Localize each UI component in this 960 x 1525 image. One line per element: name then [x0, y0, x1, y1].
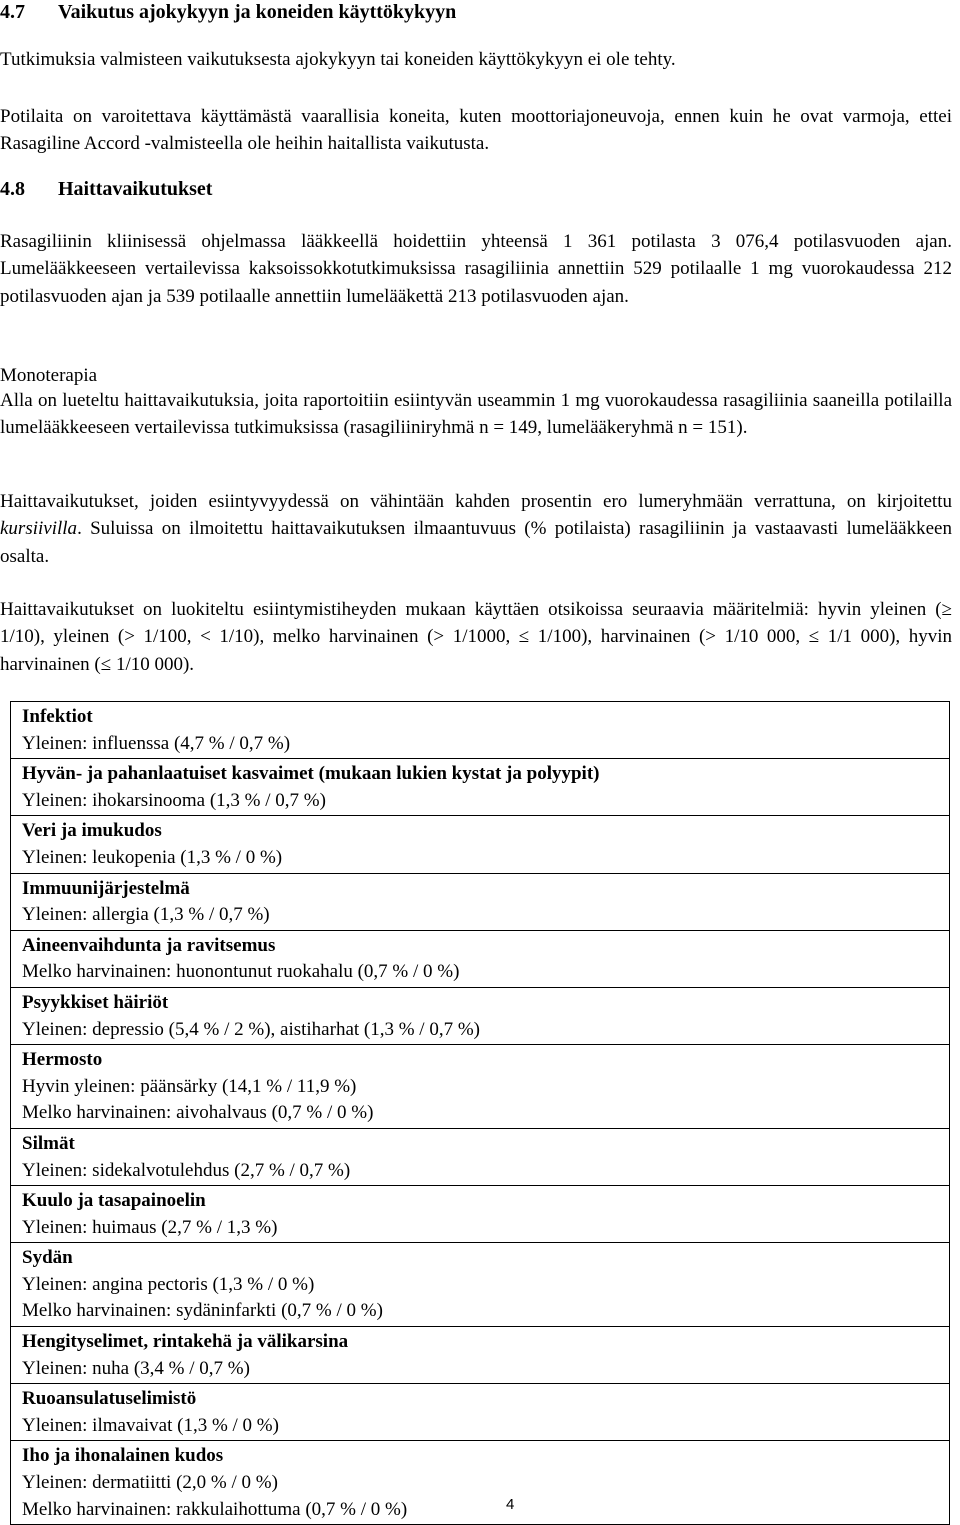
table-group: [11, 1242, 949, 1326]
table-group: [11, 1326, 949, 1383]
table-row: Yleinen: nuha (3,4 % / 0,7 %): [22, 1357, 250, 1379]
organ-class-heading: Infektiot: [22, 706, 93, 727]
table-row: Hyvin yleinen: päänsärky (14,1 % / 11,9 %): [22, 1075, 357, 1097]
table-group: [11, 1383, 949, 1440]
table-group: [11, 1440, 949, 1524]
table-row: Yleinen: ihokarsinooma (1,3 % / 0,7 %): [22, 789, 326, 811]
table-row: Yleinen: leukopenia (1,3 % / 0 %): [22, 846, 283, 868]
paragraph: [0, 488, 952, 570]
section-title: Vaikutus ajokykyyn ja koneiden käyttökykyyn: [58, 1, 457, 23]
table-row: Yleinen: ilmavaivat (1,3 % / 0 %): [22, 1414, 279, 1436]
table-group: [11, 758, 949, 815]
organ-class-heading: Psyykkiset häiriöt: [22, 991, 169, 1013]
subheading-monoterapia: Monoterapia: [0, 365, 98, 386]
organ-class-heading: Hyvän- ja pahanlaatuiset kasvaimet (mukaan lukien kystat ja polyypit): [22, 763, 600, 785]
organ-class-heading: Hengityselimet, rintakehä ja välikarsina: [22, 1331, 349, 1353]
adverse-effects-table: [10, 701, 950, 1525]
section-number: 4.7: [0, 1, 25, 23]
table-group: [11, 1185, 949, 1242]
table-group: [11, 702, 949, 758]
section-title: Haittavaikutukset: [58, 178, 213, 200]
table-row: Melko harvinainen: rakkulaihottuma (0,7 % / 0 %): [22, 1498, 408, 1520]
organ-class-heading: Hermosto: [22, 1049, 103, 1071]
table-group: [11, 1044, 949, 1128]
organ-class-heading: Immuunijärjestelmä: [22, 877, 190, 899]
table-row: Yleinen: huimaus (2,7 % / 1,3 %): [22, 1216, 278, 1238]
table-row: Yleinen: depressio (5,4 % / 2 %), aistiharhat (1,3 % / 0,7 %): [22, 1018, 480, 1040]
section-4-8-heading: [0, 177, 212, 201]
table-row: Yleinen: influenssa (4,7 % / 0,7 %): [22, 732, 291, 754]
paragraph: Tutkimuksia valmisteen vaikutuksesta ajokykyyn tai koneiden käyttökykyyn ei ole tehty.: [0, 49, 676, 70]
table-group: [11, 873, 949, 930]
paragraph: Alla on lueteltu haittavaikutuksia, joita raportoitiin esiintyvän useammin 1 mg vuorokaudessa rasagiliinia saaneilla potilailla lumelääkkeeseen vertailevissa tutkimuksissa (rasagiliiniryhmä n = 149, lumelääkeryhmä n = 151).: [0, 390, 952, 439]
table-row: Yleinen: sidekalvotulehdus (2,7 % / 0,7 %): [22, 1159, 351, 1181]
paragraph: Haittavaikutukset on luokiteltu esiintymistiheyden mukaan käyttäen otsikoissa seuraavia määritelmiä: hyvin yleinen (≥ 1/10), yleinen (> 1/100, < 1/10), melko harvinainen (> 1/1000, ≤ 1/100), harvinainen (> 1/10 000, ≤ 1/1 000), hyvin harvinainen (≤ 1/10 000).: [0, 599, 952, 675]
page-number: 4: [506, 1496, 515, 1513]
organ-class-heading: Sydän: [22, 1247, 73, 1269]
organ-class-heading: Veri ja imukudos: [22, 820, 162, 842]
table-group: [11, 987, 949, 1044]
italic-word: kursiivilla: [0, 518, 78, 540]
paragraph-text: . Suluissa on ilmoitettu haittavaikutuksen ilmaantuvuus (% potilaista) rasagiliinin ja vastaavasti lumelääkkeen osalta.: [0, 518, 952, 567]
table-row: Yleinen: allergia (1,3 % / 0,7 %): [22, 904, 270, 926]
section-number: 4.8: [0, 178, 25, 200]
paragraph-text: Haittavaikutukset, joiden esiintyvyydessä on vähintään kahden prosentin ero lumeryhmään verrattuna, on kirjoitettu: [0, 491, 952, 512]
table-row: Yleinen: dermatiitti (2,0 % / 0 %): [22, 1472, 278, 1494]
table-group: [11, 930, 949, 987]
table-group: [11, 1128, 949, 1185]
section-4-7-heading: [0, 0, 456, 24]
organ-class-heading: Aineenvaihdunta ja ravitsemus: [22, 934, 276, 956]
table-row: Yleinen: angina pectoris (1,3 % / 0 %): [22, 1273, 315, 1295]
table-row: Melko harvinainen: aivohalvaus (0,7 % / 0 %): [22, 1102, 374, 1124]
organ-class-heading: Silmät: [22, 1132, 75, 1154]
table-row: Melko harvinainen: huonontunut ruokahalu (0,7 % / 0 %): [22, 961, 460, 983]
organ-class-heading: Ruoansulatuselimistö: [22, 1388, 197, 1410]
paragraph: Rasagiliinin kliinisessä ohjelmassa lääkkeellä hoidettiin yhteensä 1 361 potilasta 3 076,4 potilasvuoden ajan. Lumelääkkeeseen vertailevissa kaksoissokkotutkimuksissa rasagiliinia annettiin 529 potilaalle 1 mg vuorokaudessa 212 potilasvuoden ajan ja 539 potilaalle annettiin lumelääkettä 213 potilasvuoden ajan.: [0, 231, 952, 307]
organ-class-heading: Iho ja ihonalainen kudos: [22, 1445, 224, 1467]
paragraph: Potilaita on varoitettava käyttämästä vaarallisia koneita, kuten moottoriajoneuvoja, ennen kuin he ovat varmoja, ettei Rasagiline Accord -valmisteella ole heihin haitallista vaikutusta.: [0, 106, 952, 155]
table-group: [11, 815, 949, 872]
organ-class-heading: Kuulo ja tasapainoelin: [22, 1190, 206, 1212]
table-row: Melko harvinainen: sydäninfarkti (0,7 % / 0 %): [22, 1300, 383, 1322]
